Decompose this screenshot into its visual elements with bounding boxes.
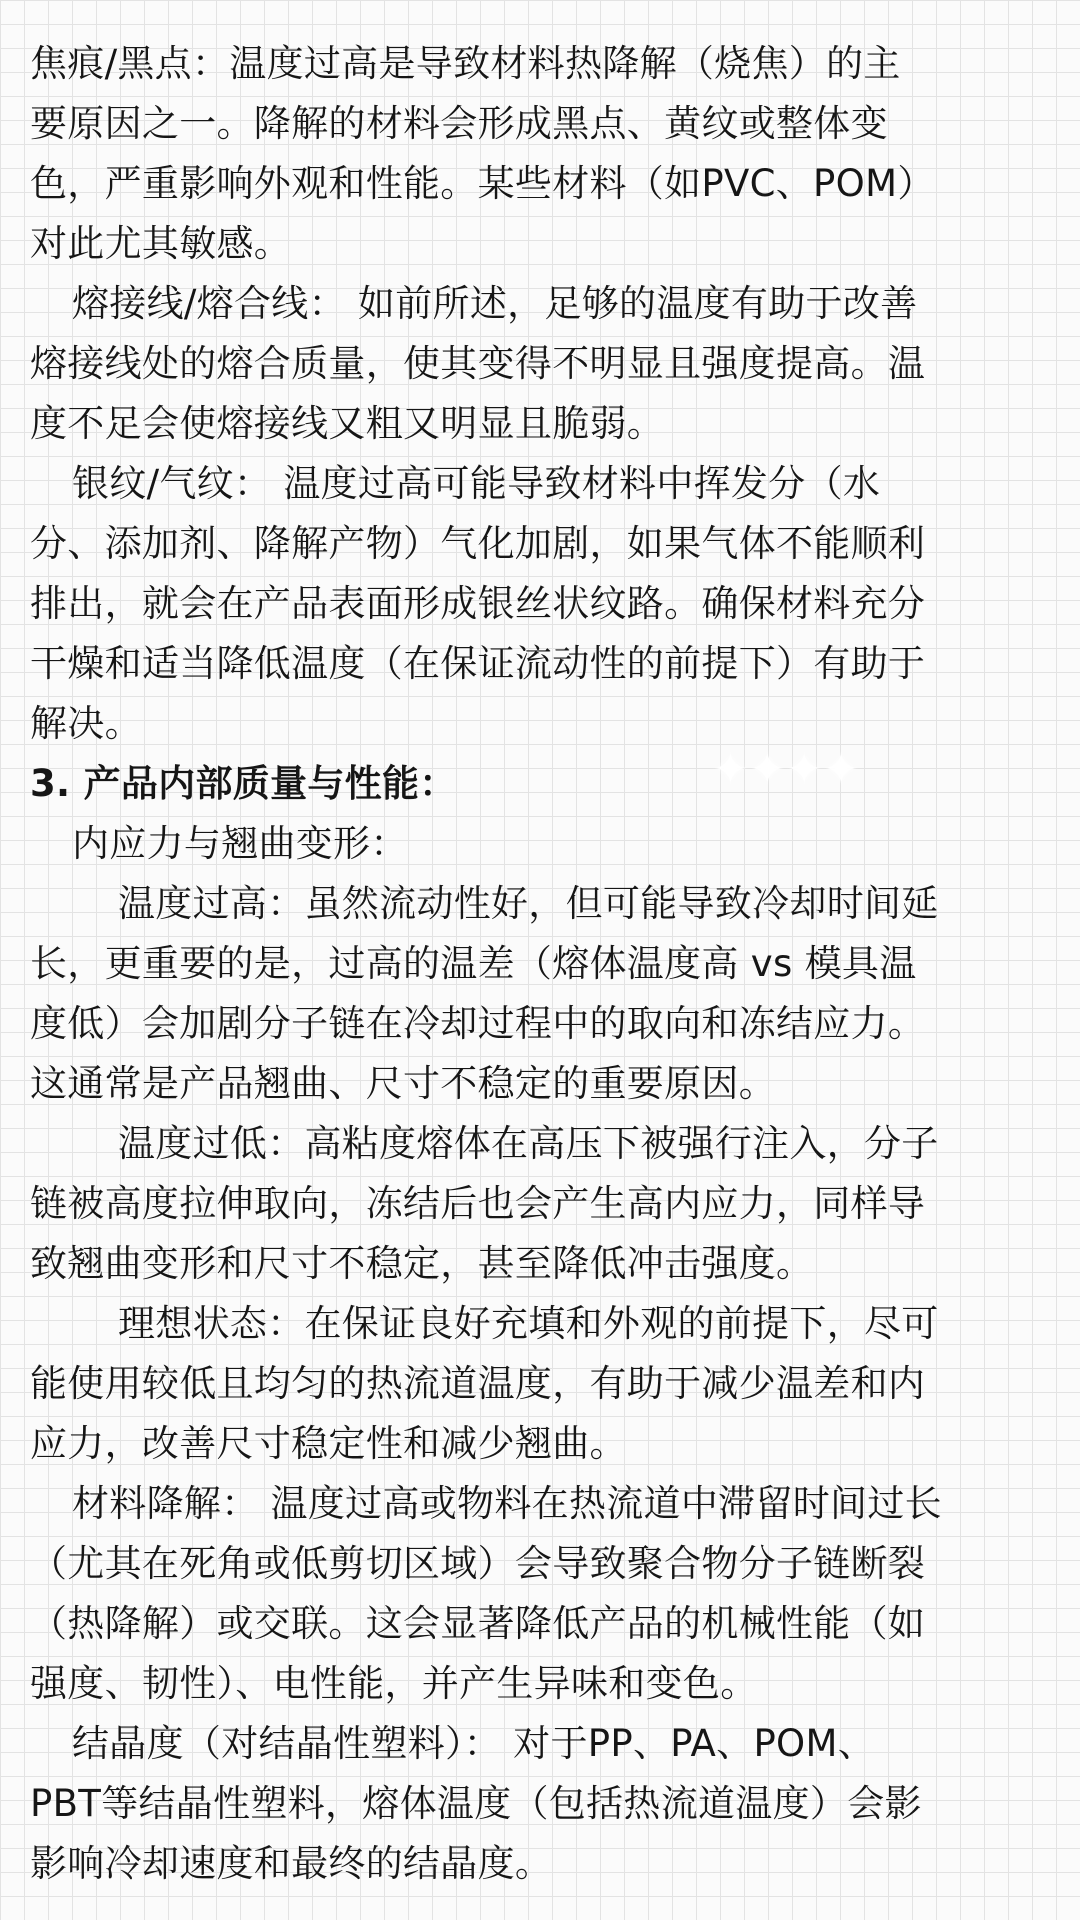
text-line: 强度、韧性）、电性能，并产生异味和变色。 — [30, 1662, 758, 1705]
text-line: 这通常是产品翘曲、尺寸不稳定的重要原因。 — [30, 1062, 776, 1105]
text-line: （热降解）或交联。这会显著降低产品的机械性能（如 — [30, 1602, 926, 1645]
text-line: 应力，改善尺寸稳定性和减少翘曲。 — [30, 1422, 627, 1465]
text-line: 排出，就会在产品表面形成银丝状纹路。确保材料充分 — [30, 582, 926, 625]
text-line: 温度过高：虽然流动性好，但可能导致冷却时间延 — [118, 882, 939, 925]
text-line: 长，更重要的是，过高的温差（熔体温度高 vs 模具温 — [30, 942, 917, 985]
text-line: 度不足会使熔接线又粗又明显且脆弱。 — [30, 402, 665, 445]
text-line: 材料降解： 温度过高或物料在热流道中滞留时间过长 — [72, 1482, 942, 1525]
text-line: 理想状态：在保证良好充填和外观的前提下，尽可 — [118, 1302, 939, 1345]
text-line: PBT等结晶性塑料，熔体温度（包括热流道温度）会影 — [30, 1782, 922, 1825]
text-line: 影响冷却速度和最终的结晶度。 — [30, 1842, 553, 1885]
text-line: 度低）会加剧分子链在冷却过程中的取向和冻结应力。 — [30, 1002, 926, 1045]
text-line: 熔接线/熔合线： 如前所述，足够的温度有助于改善 — [72, 282, 918, 325]
text-line: 温度过低：高粘度熔体在高压下被强行注入，分子 — [118, 1122, 939, 1165]
text-line: 对此尤其敏感。 — [30, 222, 292, 265]
watermark: ✦✦✦✦ — [712, 744, 860, 795]
text-line: 熔接线处的熔合质量，使其变得不明显且强度提高。温 — [30, 342, 926, 385]
section-heading: 3. 产品内部质量与性能： — [30, 762, 457, 805]
text-line: 银纹/气纹： 温度过高可能导致材料中挥发分（水 — [72, 462, 881, 505]
subheading: 内应力与翘曲变形： — [72, 822, 408, 865]
text-line: 链被高度拉伸取向，冻结后也会产生高内应力，同样导 — [30, 1182, 926, 1225]
text-line: （尤其在死角或低剪切区域）会导致聚合物分子链断裂 — [30, 1542, 926, 1585]
text-line: 解决。 — [30, 702, 142, 745]
text-line: 分、添加剂、降解产物）气化加剧，如果气体不能顺利 — [30, 522, 926, 565]
text-line: 要原因之一。降解的材料会形成黑点、黄纹或整体变 — [30, 102, 888, 145]
text-line: 能使用较低且均匀的热流道温度，有助于减少温差和内 — [30, 1362, 926, 1405]
text-line: 色，严重影响外观和性能。某些材料（如PVC、POM） — [30, 162, 935, 205]
text-line: 干燥和适当降低温度（在保证流动性的前提下）有助于 — [30, 642, 926, 685]
text-line: 结晶度（对结晶性塑料）： 对于PP、PA、POM、 — [72, 1722, 875, 1765]
text-line: 焦痕/黑点：温度过高是导致材料热降解（烧焦）的主 — [30, 42, 901, 85]
text-line: 致翘曲变形和尺寸不稳定，甚至降低冲击强度。 — [30, 1242, 814, 1285]
